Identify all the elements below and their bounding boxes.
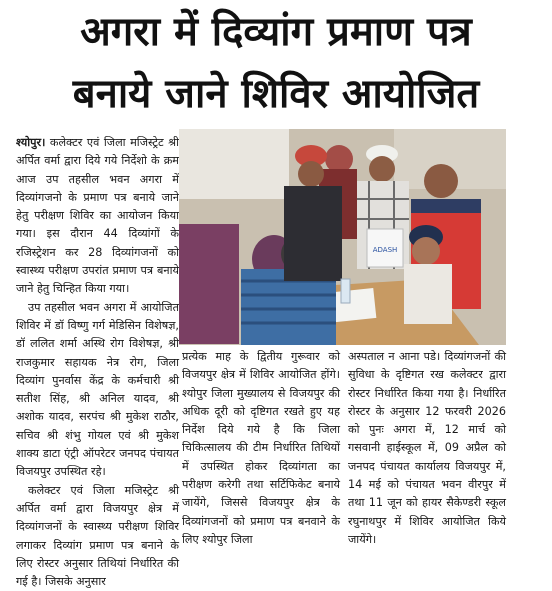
headline-line-1: अगरा में दिव्यांग प्रमाण पत्र [80,9,472,55]
article-paragraph-2: उप तहसील भवन अगरा में आयोजित शिविर में डॉ विष्णु गर्ग मेडिसिन विशेषज्ञ, डॉ ललित शर्मा अस्थि रोग विशेषज्ञ, श्री राजकुमार सहायक नेत्र रोग, जिला दिव्यांग पुनर्वास केंद्र के कर्मचारी श्री सतीश सिंह, श्री अनिल यादव, श्री अशोक यादव, सरपंच श्री मुकेश राठौर, सचिव श्री शंभु गोयल एवं श्री मुकेश शाक्य डाटा एंट्री ऑपरेटर जनपद पंचायत विजयपुर उपस्थित रहे। [16,300,179,479]
article-column-3 [348,348,506,546]
article-column-1 [16,134,179,589]
dateline: श्योपुर। [16,136,46,149]
article-paragraph-3: कलेक्टर एवं जिला मजिस्ट्रेट श्री अर्पित वर्मा द्वारा विजयपुर क्षेत्र में दिव्यांगजनों के स्वास्थ्य परीक्षण शिविर लगाकर दिव्यांग प्रमाण पत्र बनाने के लिए रोस्टर अनुसार तिथियां निर्धारित की गई है। जिसके अनुसार [16,483,179,589]
article-paragraph-1 [16,134,179,299]
headline-line-2: बनाये जाने शिविर आयोजित [72,71,480,117]
camp-photo-illustration [179,129,506,345]
paragraph-1-text: कलेक्टर एवं जिला मजिस्ट्रेट श्री अर्पित वर्मा द्वारा दिये गये निर्देशो के क्रम आज उप तहसील भवन अगरा में दिव्यांगजनो के प्रमाण पत्र बनाये जाने हेतु परीक्षण शिविर का आयोजन किया गया। इस दौरान 44 दिव्यांगों के रजिस्ट्रेशन कर 28 दिव्यांगजनों को स्वास्थ्य परीक्षण उपरांत प्रमाण पत्र बनाये जाने हेतु चिन्हित किया गया। [16,136,179,296]
article-column-3-text: अस्पताल न आना पडे। दिव्यांगजनों की सुविधा के दृष्टिगत रख कलेक्टर द्वारा रोस्टर निर्धारित किया गया है। निर्धारित रोस्टर के अनुसार 12 फरवरी 2026 को पुनः अगरा में, 12 मार्च को गसवानी हाईस्कूल में, 09 अप्रैल को जनपद पंचायत कार्यालय विजयपुर में, 14 मई को पंचायत भवन वीरपुर में तथा 11 जून को हायर सैकेण्डरी स्कूल रघुनाथपुर में शिविर आयोजित किये जायेंगे। [348,350,506,546]
bag-banner-text: ADASH [372,246,398,254]
article-column-2-text: प्रत्येक माह के द्वितीय गुरूवार को विजयपुर क्षेत्र में शिविर आयोजित होंगे। श्योपुर जिला मुख्यालय से विजयपुर की अधिक दूरी को दृष्टिगत रखते हुए यह निर्देश दिये गये है कि जिला चिकित्सालय की टीम निर्धारित तिथियों में उपस्थित होकर दिव्यांगता का परीक्षण करेगी तथा सर्टिफिकेट बनाये जायेंगे, जिससे विजयपुर क्षेत्र के दिव्यांगजनों को प्रमाण पत्र बनवाने के लिए श्योपुर जिला [182,350,340,546]
news-photo [179,129,506,345]
article-column-2 [182,348,340,546]
